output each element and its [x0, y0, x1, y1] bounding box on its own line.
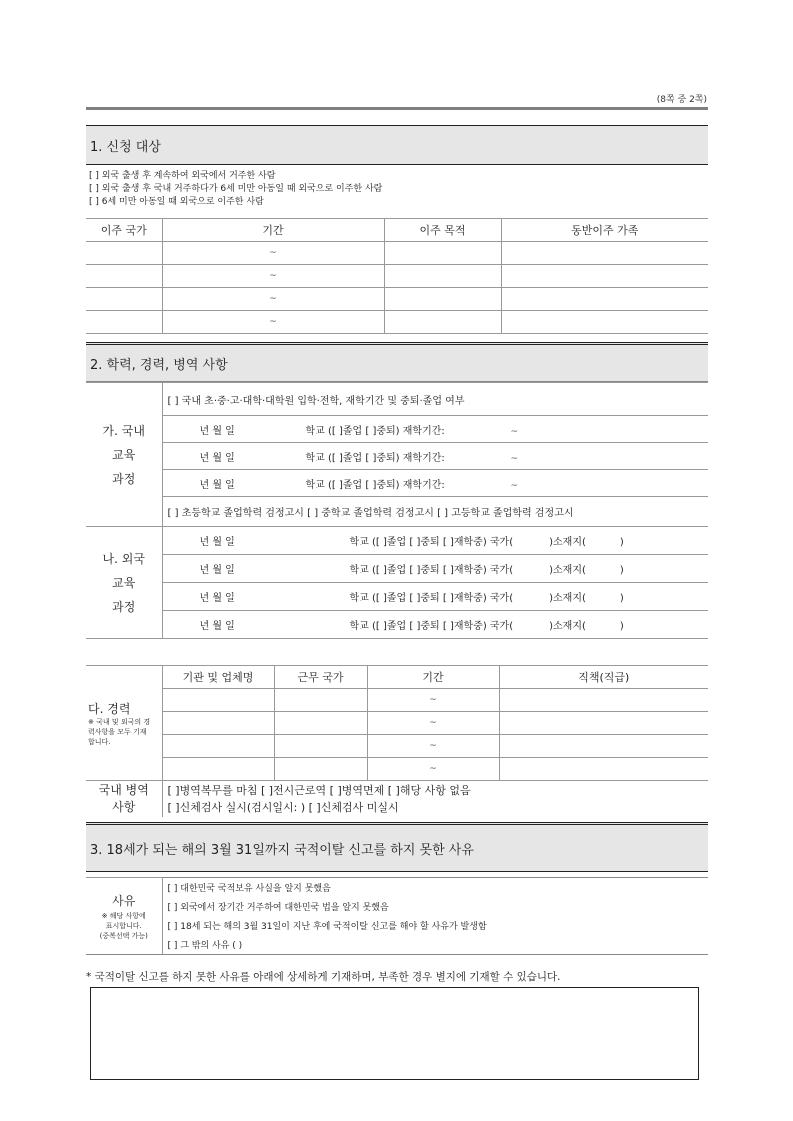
period-cell[interactable]: ~: [367, 758, 499, 781]
date-field[interactable]: 년 월 일: [199, 452, 235, 464]
country-cell[interactable]: [86, 288, 162, 311]
reason-table: [86, 877, 708, 955]
date-field[interactable]: 년 월 일: [199, 479, 235, 491]
exam-checkbox-line[interactable]: [ ] 초등학교 졸업학력 검정고시 [ ] 중학교 졸업학력 검정고시 [ ] 고등학교 졸업학력 검정고시: [162, 497, 708, 527]
country-cell[interactable]: [86, 242, 162, 265]
section3-title: 3. 18세가 되는 해의 3월 31일까지 국적이탈 신고를 하지 못한 사유: [90, 842, 474, 858]
position-cell[interactable]: [499, 735, 708, 758]
section3-header: [86, 822, 708, 872]
position-cell[interactable]: [499, 712, 708, 735]
reason-label-cell: 사유 ※ 해당 사항에 표시합니다. (중복선택 가능): [86, 878, 162, 955]
purpose-cell[interactable]: [384, 288, 501, 311]
table-row: [86, 288, 708, 311]
family-cell[interactable]: [501, 311, 708, 334]
table-row: [86, 443, 708, 470]
table-row[interactable]: 년 월 일 학교 ([ ]졸업 [ ]중퇴 [ ]재학중) 국가( )소재지( ): [162, 555, 708, 583]
period-cell[interactable]: ~: [367, 735, 499, 758]
section1-title: 1. 신청 대상: [90, 139, 161, 155]
domestic-checkbox-line[interactable]: [ ] 국내 초·중·고·대학·대학원 입학·전학, 재학기간 및 중퇴·졸업 여부: [162, 383, 708, 416]
table-row: [86, 265, 708, 288]
period-field[interactable]: ~: [510, 453, 519, 464]
col-header: 기관 및 업체명: [162, 666, 274, 689]
military-options[interactable]: [162, 781, 708, 818]
col-header: 기간: [162, 219, 384, 242]
period-cell[interactable]: ~: [162, 311, 384, 334]
section1-option-3[interactable]: [ ] 6세 미만 아동일 때 외국으로 이주한 사람: [89, 197, 264, 207]
military-label: 국내 병역 사항: [86, 781, 162, 818]
col-header: 이주 국가: [86, 219, 162, 242]
section2-title: 2. 학력, 경력, 병역 사항: [90, 357, 228, 373]
location-field[interactable]: )소재지(: [549, 593, 586, 604]
family-cell[interactable]: [501, 242, 708, 265]
org-cell[interactable]: [162, 735, 274, 758]
table-row[interactable]: 년 월 일 학교 ([ ]졸업 [ ]중퇴 [ ]재학중) 국가( )소재지( ): [162, 583, 708, 611]
foreign-education-label: 나. 외국 교육 과정: [86, 527, 162, 639]
position-cell[interactable]: [499, 758, 708, 781]
col-header: 직책(직급): [499, 666, 708, 689]
purpose-cell[interactable]: [384, 242, 501, 265]
military-line-2[interactable]: [ ]신체검사 실시(검시일시: ) [ ]신체검사 미실시: [167, 801, 399, 814]
reason-option-other[interactable]: [ ] 그 밖의 사유 ( ): [162, 935, 708, 955]
career-label-cell: [86, 666, 162, 781]
school-field[interactable]: 학교 ([ ]졸업 [ ]중퇴 [ ]재학중) 국가(: [349, 565, 514, 576]
period-cell[interactable]: ~: [367, 689, 499, 712]
period-cell[interactable]: ~: [367, 712, 499, 735]
table-row: [86, 758, 708, 781]
country-cell[interactable]: [274, 735, 367, 758]
org-cell[interactable]: [162, 689, 274, 712]
table-row: [86, 735, 708, 758]
family-cell[interactable]: [501, 288, 708, 311]
col-header: 근무 국가: [274, 666, 367, 689]
table-row: [86, 311, 708, 334]
reason-option-3[interactable]: [ ] 18세 되는 해의 3월 31일이 지난 후에 국적이탈 신고를 해야 할 사유가 발생함: [167, 922, 487, 932]
table-row: [86, 416, 708, 443]
period-field[interactable]: ~: [510, 480, 519, 491]
military-table: [86, 780, 708, 817]
period-field[interactable]: ~: [510, 426, 519, 437]
school-field[interactable]: 학교 ([ ]졸업 [ ]중퇴) 재학기간:: [305, 452, 445, 464]
table-row: [86, 689, 708, 712]
period-cell[interactable]: ~: [162, 242, 384, 265]
school-field[interactable]: 학교 ([ ]졸업 [ ]중퇴) 재학기간:: [305, 425, 445, 437]
period-cell[interactable]: ~: [162, 265, 384, 288]
career-label: 다. 경력: [88, 701, 131, 716]
education-table: [86, 382, 708, 639]
country-cell[interactable]: [274, 712, 367, 735]
country-cell[interactable]: [86, 311, 162, 334]
org-cell[interactable]: [162, 758, 274, 781]
school-field[interactable]: 학교 ([ ]졸업 [ ]중퇴 [ ]재학중) 국가(: [349, 537, 514, 548]
date-field[interactable]: 년 월 일: [199, 593, 235, 604]
reason-label: 사유: [112, 893, 136, 908]
military-line-1[interactable]: [ ]병역복무를 마침 [ ]전시근로역 [ ]병역면제 [ ]해당 사항 없음: [167, 784, 471, 797]
section1-option-2[interactable]: [ ] 외국 출생 후 국내 거주하다가 6세 미만 아동일 때 외국으로 이주한 사람: [89, 184, 383, 194]
org-cell[interactable]: [162, 712, 274, 735]
top-rule: [86, 107, 708, 110]
school-field[interactable]: 학교 ([ ]졸업 [ ]중퇴 [ ]재학중) 국가(: [349, 593, 514, 604]
section1-header: [86, 125, 708, 165]
col-header: 기간: [367, 666, 499, 689]
date-field[interactable]: 년 월 일: [199, 621, 235, 632]
school-field[interactable]: 학교 ([ ]졸업 [ ]중퇴) 재학기간:: [305, 479, 445, 491]
school-field[interactable]: 학교 ([ ]졸업 [ ]중퇴 [ ]재학중) 국가(: [349, 621, 514, 632]
table-row[interactable]: 년 월 일 학교 ([ ]졸업 [ ]중퇴 [ ]재학중) 국가( )소재지( ): [162, 527, 708, 555]
family-cell[interactable]: [501, 265, 708, 288]
table-row[interactable]: 년 월 일 학교 ([ ]졸업 [ ]중퇴 [ ]재학중) 국가( )소재지( ): [162, 611, 708, 639]
col-header: 이주 목적: [384, 219, 501, 242]
table-row: [86, 470, 708, 497]
country-cell[interactable]: [274, 689, 367, 712]
col-header: 동반이주 가족: [501, 219, 708, 242]
period-cell[interactable]: ~: [162, 288, 384, 311]
date-field[interactable]: 년 월 일: [199, 425, 235, 437]
page-indicator: (8쪽 중 2쪽): [656, 95, 707, 105]
career-table: [86, 665, 708, 781]
reason-option-1[interactable]: [ ] 대한민국 국적보유 사실을 알지 못했음: [167, 884, 331, 894]
country-cell[interactable]: [274, 758, 367, 781]
purpose-cell[interactable]: [384, 311, 501, 334]
country-cell[interactable]: [86, 265, 162, 288]
reason-detail-box[interactable]: [90, 987, 699, 1080]
location-field[interactable]: )소재지(: [549, 565, 586, 576]
section1-option-1[interactable]: [ ] 외국 출생 후 계속하여 외국에서 거주한 사람: [89, 171, 276, 181]
table-row: [86, 242, 708, 265]
section2-header: [86, 342, 708, 382]
date-field[interactable]: 년 월 일: [199, 565, 235, 576]
domestic-education-label: 가. 국내 교육 과정: [86, 383, 162, 527]
reason-instruction: * 국적이탈 신고를 하지 못한 사유를 아래에 상세하게 기재하며, 부족한 경우 별지에 기재할 수 있습니다.: [86, 971, 561, 983]
purpose-cell[interactable]: [384, 265, 501, 288]
migration-table-header: [86, 219, 708, 242]
date-field[interactable]: 년 월 일: [199, 537, 235, 548]
table-row: [86, 712, 708, 735]
migration-table: [86, 218, 708, 334]
location-field[interactable]: )소재지(: [549, 537, 586, 548]
location-field[interactable]: )소재지(: [549, 621, 586, 632]
reason-option-2[interactable]: [ ] 외국에서 장기간 거주하여 대한민국 법을 알지 못했음: [167, 903, 389, 913]
position-cell[interactable]: [499, 689, 708, 712]
career-note: ※ 국내 및 외국의 경력사항을 모두 기재합니다.: [88, 717, 151, 746]
